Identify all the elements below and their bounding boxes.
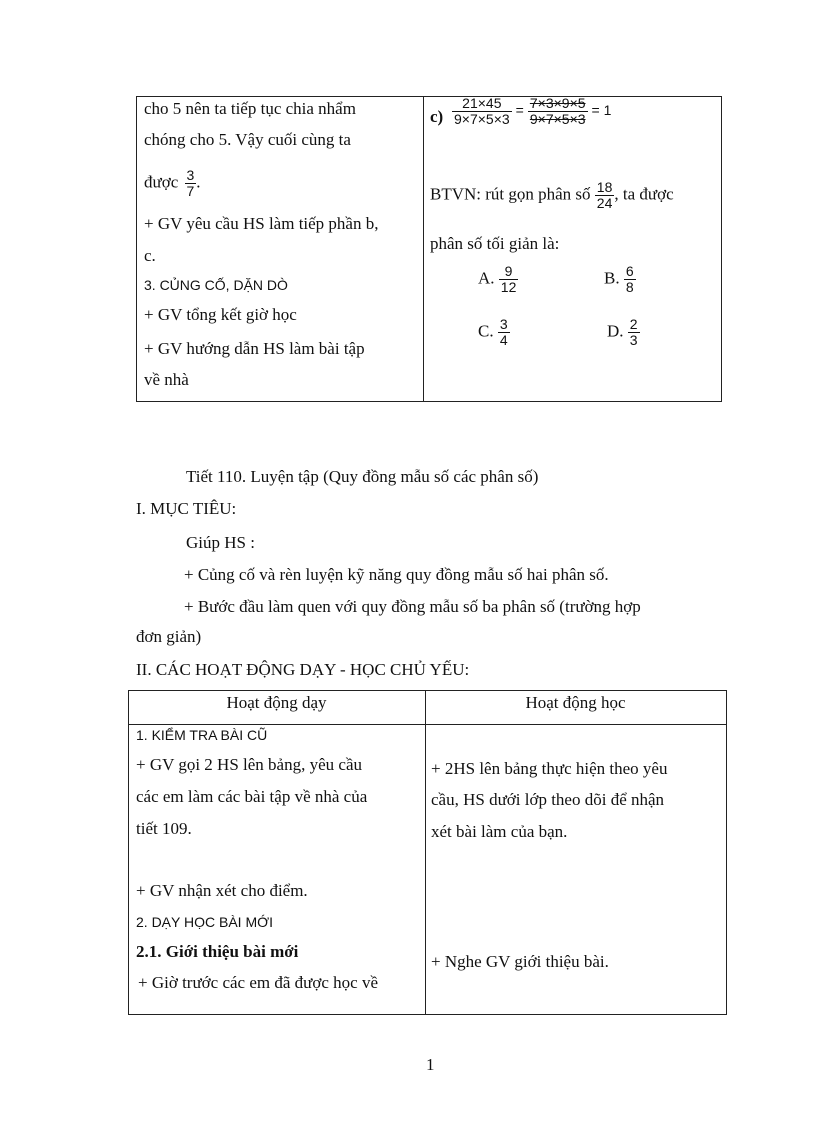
gv-goi-line-1: + GV gọi 2 HS lên bảng, yêu cầu: [136, 755, 362, 774]
option-b-denominator: 8: [625, 279, 634, 295]
option-b-numerator: 6: [625, 263, 634, 279]
option-c: [478, 317, 510, 348]
gv-nhan-xet: + GV nhận xét cho điểm.: [136, 881, 308, 900]
section-day-hoc: 2. DẠY HỌC BÀI MỚI: [136, 914, 273, 930]
btvn-denominator: 24: [596, 195, 613, 211]
left-line-3: [144, 168, 201, 199]
btvn-line-2: phân số tối giản là:: [430, 234, 560, 253]
equals-sign: =: [515, 102, 524, 119]
option-a-denominator: 12: [500, 279, 517, 295]
fraction-numerator: 3: [186, 167, 195, 183]
option-c-denominator: 4: [499, 332, 508, 348]
table-column-divider: [423, 97, 424, 401]
gio-truoc: + Giờ trước các em đã được học về: [138, 973, 379, 992]
equation-fraction-2: [528, 96, 588, 127]
giup-hs: Giúp HS :: [186, 533, 255, 552]
btvn-prefix: BTVN: rút gọn phân số: [430, 184, 591, 204]
gioi-thieu-heading: 2.1. Giới thiệu bài mới: [136, 942, 299, 961]
eq-numerator-1: 21×45: [462, 95, 502, 111]
option-a: [478, 264, 518, 295]
heading-muc-tieu: I. MỤC TIÊU:: [136, 499, 237, 518]
equation-fraction-1: [452, 96, 512, 127]
option-a-fraction: [499, 264, 519, 295]
option-d: [607, 317, 640, 348]
left-line-2: chóng cho 5. Vậy cuối cùng ta: [144, 130, 351, 149]
option-a-numerator: 9: [504, 263, 513, 279]
section-kiem-tra: 1. KIỂM TRA BÀI CŨ: [136, 727, 268, 743]
gv-tong-ket: + GV tổng kết giờ học: [144, 305, 297, 324]
page-number: 1: [426, 1055, 435, 1074]
option-b-fraction: [624, 264, 636, 295]
fraction-3-7: [185, 168, 197, 199]
hs-len-line-3: xét bài làm của bạn.: [431, 822, 568, 841]
section-cung-co: 3. CỦNG CỐ, DẶN DÒ: [144, 277, 288, 293]
nghe-gv: + Nghe GV giới thiệu bài.: [431, 952, 609, 971]
goal-2-line-2: đơn giản): [136, 627, 202, 646]
eq-denominator-2: 9×7×5×3: [529, 111, 586, 127]
equation-c: [452, 96, 611, 127]
option-c-numerator: 3: [499, 316, 508, 332]
duoc-text: được: [144, 172, 179, 192]
header-hoat-dong-hoc: Hoạt động học: [525, 693, 626, 712]
gv-goi-line-2: các em làm các bài tập về nhà của: [136, 787, 368, 806]
lesson-title: Tiết 110. Luyện tập (Quy đồng mẫu số các phân số): [186, 467, 539, 486]
goal-2-line-1: + Bước đầu làm quen với quy đồng mẫu số ba phân số (trường hợp: [184, 597, 641, 616]
option-b: [604, 264, 636, 295]
option-c-fraction: [498, 317, 510, 348]
heading-hoat-dong: II. CÁC HOẠT ĐỘNG DẠY - HỌC CHỦ YẾU:: [136, 660, 470, 679]
header-hoat-dong-day: Hoạt động dạy: [226, 693, 327, 712]
gv-huong-dan-2: về nhà: [144, 370, 189, 389]
option-d-fraction: [628, 317, 640, 348]
option-d-numerator: 2: [629, 316, 638, 332]
table-header-divider: [129, 724, 726, 725]
btvn-fraction: [595, 180, 615, 211]
hs-len-line-2: cầu, HS dưới lớp theo dõi để nhận: [431, 790, 665, 809]
table-column-divider: [425, 691, 426, 1014]
eq-numerator-2: 7×3×9×5: [529, 95, 586, 111]
btvn-numerator: 18: [596, 179, 613, 195]
option-d-label: D.: [607, 321, 624, 341]
left-line-5: c.: [144, 246, 156, 265]
equation-result: = 1: [591, 102, 612, 119]
left-line-4: + GV yêu cầu HS làm tiếp phần b,: [144, 214, 379, 233]
option-d-denominator: 3: [629, 332, 638, 348]
gv-huong-dan-1: + GV hướng dẫn HS làm bài tập: [144, 339, 365, 358]
option-a-label: A.: [478, 268, 495, 288]
part-c-label: c): [430, 107, 444, 126]
btvn-suffix: , ta được: [614, 184, 674, 204]
btvn-line-1: [430, 180, 674, 211]
eq-denominator-1: 9×7×5×3: [454, 111, 510, 127]
fraction-denominator: 7: [186, 183, 195, 199]
option-c-label: C.: [478, 321, 494, 341]
option-b-label: B.: [604, 268, 620, 288]
hs-len-line-1: + 2HS lên bảng thực hiện theo yêu: [431, 759, 668, 778]
gv-goi-line-3: tiết 109.: [136, 819, 192, 838]
left-line-1: cho 5 nên ta tiếp tục chia nhẩm: [144, 99, 356, 118]
goal-1: + Củng cố và rèn luyện kỹ năng quy đồng mẫu số hai phân số.: [184, 565, 609, 584]
period: .: [196, 172, 201, 192]
